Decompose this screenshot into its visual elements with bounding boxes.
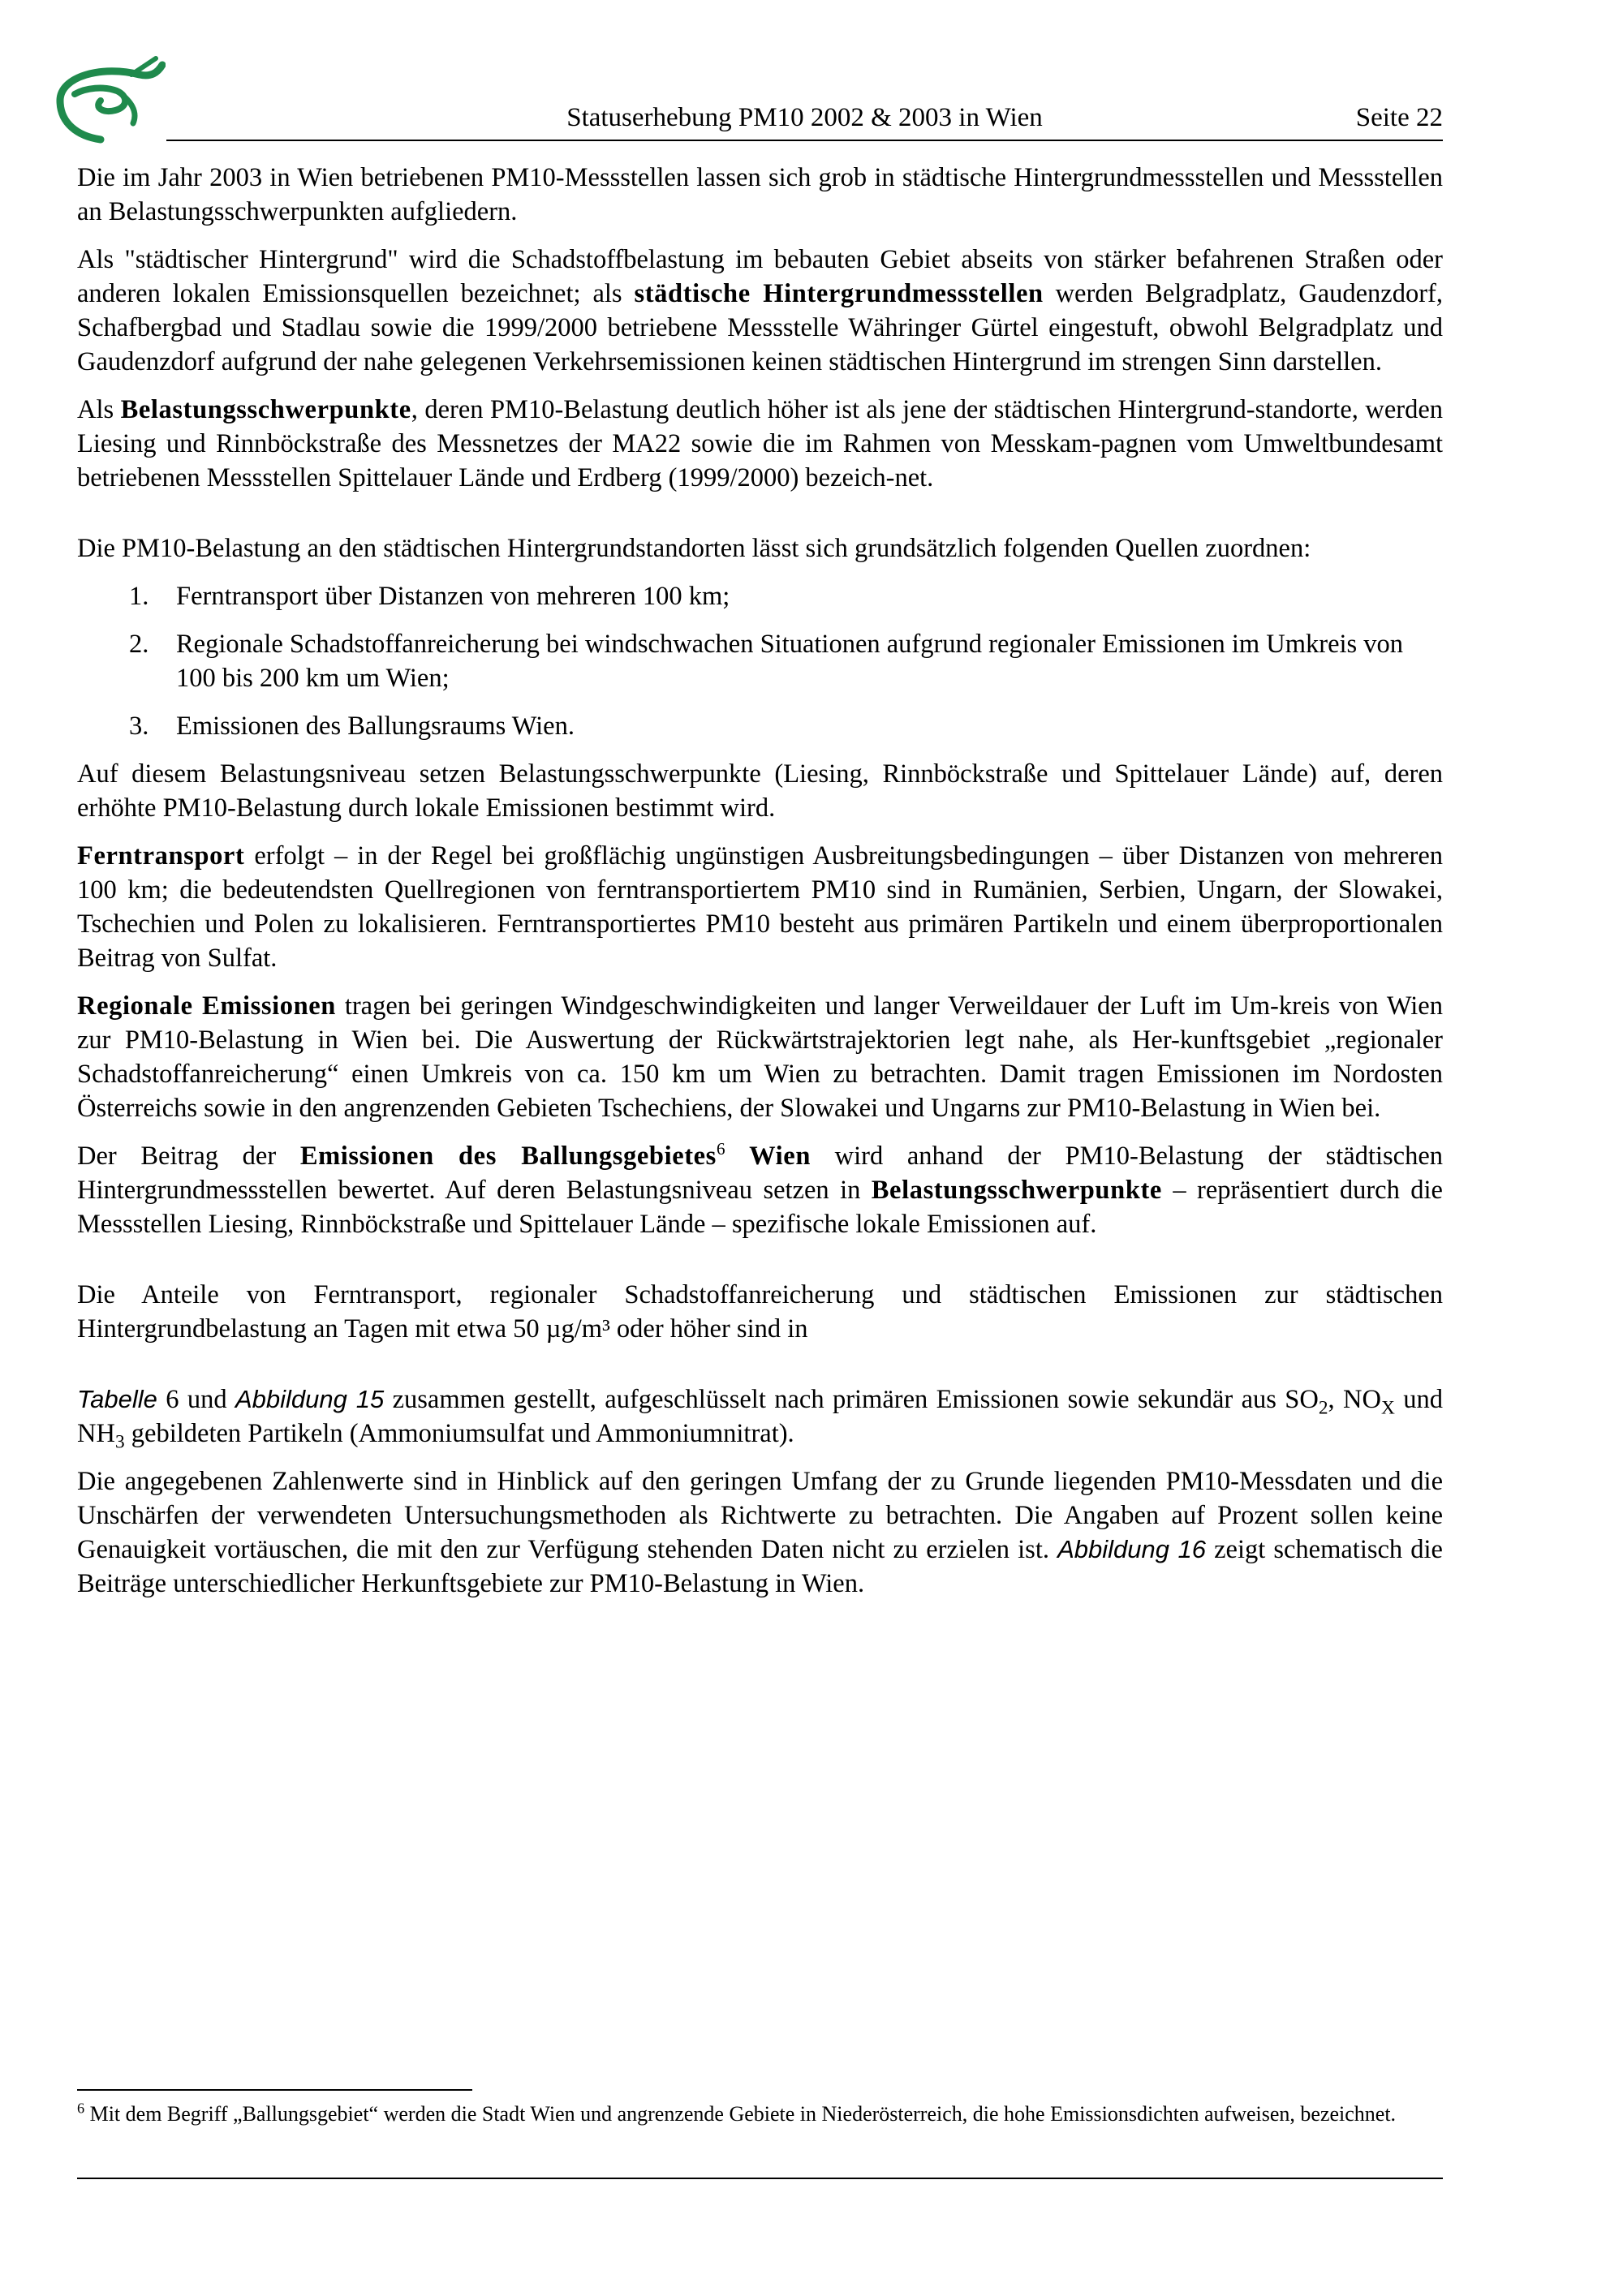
bold-term: Regionale Emissionen xyxy=(77,991,336,1021)
paragraph: Die im Jahr 2003 in Wien betriebenen PM10-Messstellen lassen sich grob in städtische Hintergrundmessstellen und Messstellen an Belastungsschwerpunkten aufgliedern. xyxy=(77,163,1443,226)
footnote-marker: 6 xyxy=(77,2100,85,2117)
bold-term: Belastungsschwerpunkte xyxy=(871,1176,1162,1205)
list-item: 2. Regionale Schadstoffanreicherung bei windschwachen Situationen aufgrund regionaler Emissionen im Umkreis von 100 bis 200 km um Wien; xyxy=(129,630,1404,693)
paragraph: Die Anteile von Ferntransport, regionaler Schadstoffanreicherung und städtischen Emissionen zur städtischen Hintergrundbelastung an Tagen mit etwa 50 µg/m³ oder höher sind in xyxy=(77,1280,1443,1344)
footnote-divider xyxy=(77,2089,472,2091)
bold-term: Emissionen des Ballungsgebietes xyxy=(299,1142,717,1171)
table-reference[interactable]: Tabelle xyxy=(77,1385,157,1413)
header-title: Statuserhebung PM10 2002 & 2003 in Wien xyxy=(566,103,1043,132)
paragraph: Die angegebenen Zahlenwerte sind in Hinblick auf den geringen Umfang der zu Grunde liegenden PM10-Messdaten und die Unschärfen der verwendeten Untersuchungsmethoden als Richtwerte zu betrachten. Die Angaben auf Prozent sollen keine Genauigkeit vortäuschen, die mit den zur Verfügung stehenden Daten nicht zu erzielen ist. Abbildung 16 zeigt schematisch die Beiträge unterschiedlicher Herkunftsgebiete zur PM10-Belastung in Wien. xyxy=(77,1467,1443,1598)
paragraph: Als "städtischer Hintergrund" wird die Schadstoffbelastung im bebauten Gebiet abseits von stärker befahrenen Straßen oder anderen lokalen Emissionsquellen bezeichnet; als städtische Hintergrundmessstellen werden Belgradplatz, Gaudenzdorf, Schafbergbad und Stadlau sowie die 1999/2000 betriebene Messstelle Währinger Gürtel eingestuft, obwohl Belgradplatz und Gaudenzdorf aufgrund der nahe gelegenen Verkehrsemissionen keinen städtischen Hintergrund im strengen Sinn darstellen. xyxy=(77,245,1444,376)
footnote-ref[interactable]: 6 xyxy=(716,1139,725,1159)
bold-term: Ferntransport xyxy=(77,841,245,871)
paragraph: Ferntransport erfolgt – in der Regel bei großflächig ungünstigen Ausbreitungsbedingungen – über Distanzen von mehreren 100 km; die bedeutendsten Quellregionen von ferntransportiertem PM10 sind in Rumänien, Serbien, Ungarn, der Slowakei, Tschechien und Polen zu lokalisieren. Ferntransportiertes PM10 besteht aus primären Partikeln und einem überproportionalen Beitrag von Sulfat. xyxy=(77,841,1443,973)
page-header xyxy=(166,96,1443,141)
paragraph: Die PM10-Belastung an den städtischen Hintergrundstandorten lässt sich grundsätzlich folgenden Quellen zuordnen: xyxy=(77,534,1311,563)
bold-term: städtische Hintergrundmessstellen xyxy=(634,279,1044,308)
agency-logo-icon xyxy=(54,55,166,151)
paragraph: Tabelle 6 und Abbildung 15 zusammen gestellt, aufgeschlüsselt nach primären Emissionen sowie sekundär aus $SO_2$, $NO_X$ und $NH_3$ gebildeten Partikeln (Ammoniumsulfat und Ammoniumnitrat). xyxy=(77,1385,1443,1453)
bold-term: Belastungsschwerpunkte xyxy=(120,395,411,424)
figure-reference[interactable]: Abbildung 16 xyxy=(1057,1535,1207,1563)
paragraph: Der Beitrag der Emissionen des Ballungsgebietes$^6$ Wien wird anhand der PM10-Belastung der städtischen Hintergrundmessstellen bewertet. Auf deren Belastungsniveau setzen in Belastungsschwerpunkte – repräsentiert durch die Messstellen Liesing, Rinnböckstraße und Spittelauer Lände – spezifische lokale Emissionen auf. xyxy=(77,1139,1444,1239)
figure-reference[interactable]: Abbildung 15 xyxy=(235,1385,385,1413)
page-number: Seite 22 xyxy=(1355,103,1443,132)
paragraph: Auf diesem Belastungsniveau setzen Belastungsschwerpunkte (Liesing, Rinnböckstraße und Spittelauer Lände) auf, deren erhöhte PM10-Belastung durch lokale Emissionen bestimmt wird. xyxy=(77,759,1443,823)
footer-divider xyxy=(77,2178,1443,2179)
list-item: 1. Ferntransport über Distanzen von mehreren 100 km; xyxy=(129,582,730,611)
body-text xyxy=(77,161,1443,1615)
paragraph: Als Belastungsschwerpunkte, deren PM10-Belastung deutlich höher ist als jene der städtischen Hintergrund-standorte, werden Liesing und Rinnböckstraße des Messnetzes der MA22 sowie die im Rahmen von Messkam-pagnen vom Umweltbundesamt betriebenen Messstellen Spittelauer Lände und Erdberg (1999/2000) bezeich-net. xyxy=(77,395,1443,492)
paragraph: Regionale Emissionen tragen bei geringen Windgeschwindigkeiten und langer Verweildauer der Luft im Um-kreis von Wien zur PM10-Belastung in Wien bei. Die Auswertung der Rückwärtstrajektorien legt nahe, als Her-kunftsgebiet „regionaler Schadstoffanreicherung“ einen Umkreis von ca. 150 km um Wien zu betrachten. Damit tragen Emissionen im Nordosten Österreichs sowie in den angrenzenden Gebieten Tschechiens, der Slowakei und Ungarns zur PM10-Belastung in Wien bei. xyxy=(77,991,1443,1123)
list-item: 3. Emissionen des Ballungsraums Wien. xyxy=(129,712,575,741)
footnote: $^6$ Mit dem Begriff „Ballungsgebiet“ werden die Stadt Wien und angrenzende Gebiete in Niederösterreich, die hohe Emissionsdichten aufweisen, bezeichnet. xyxy=(77,2100,1397,2126)
numbered-list xyxy=(77,579,1443,743)
